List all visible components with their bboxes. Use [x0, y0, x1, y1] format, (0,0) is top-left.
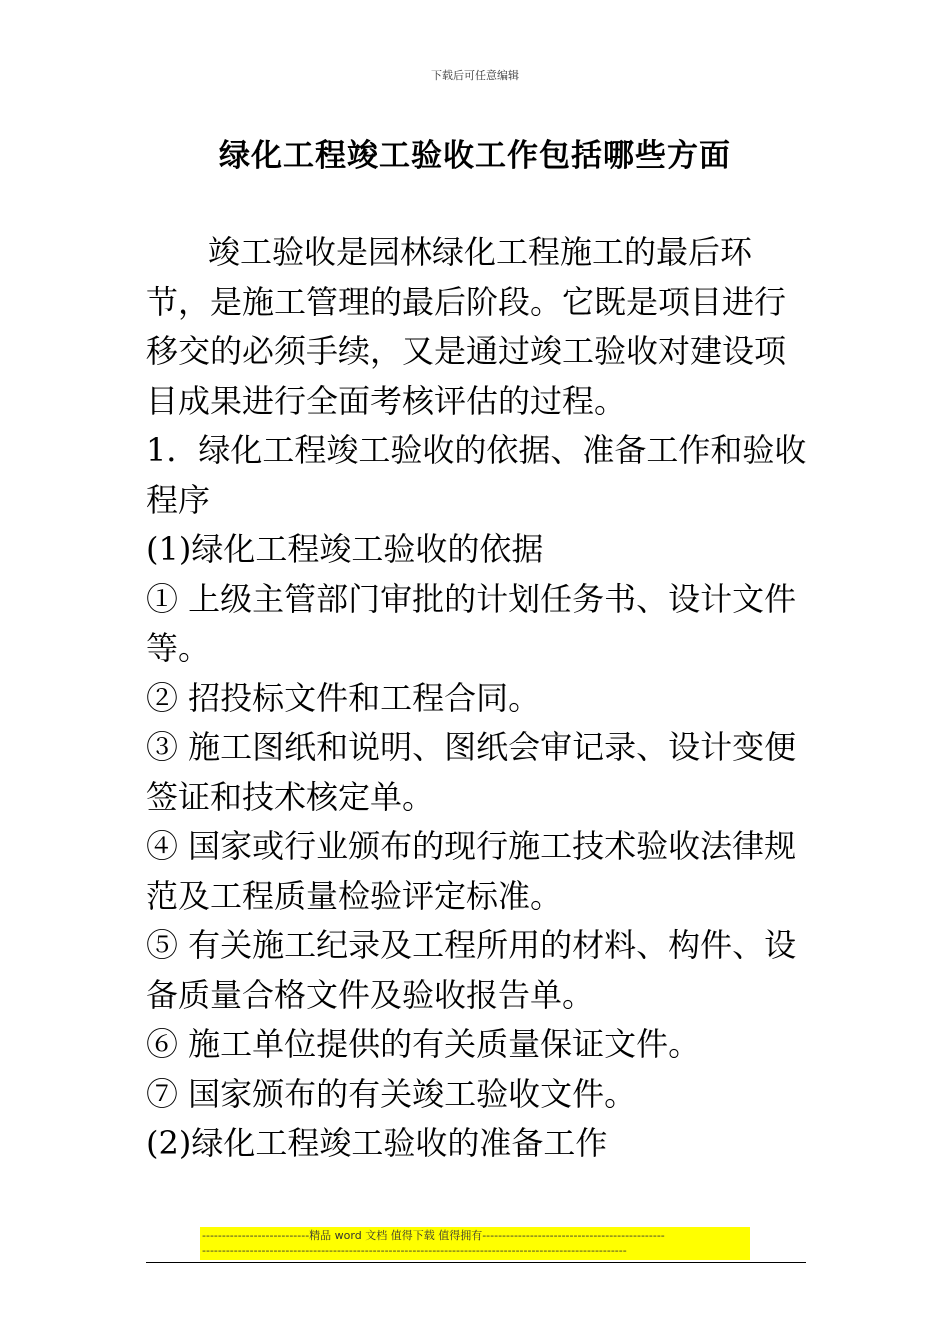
- document-body: [146, 228, 814, 1169]
- footer-banner-text: ---------------------------精品 word 文档 值得下载 值得拥有----------------------------------------------: [202, 1229, 665, 1242]
- list-item-4: ④ 国家或行业颁布的现行施工技术验收法律规范及工程质量检验评定标准。: [146, 827, 797, 915]
- list-item-6: ⑥ 施工单位提供的有关质量保证文件。: [146, 1025, 701, 1063]
- list-item-7: ⑦ 国家颁布的有关竣工验收文件。: [146, 1074, 637, 1113]
- footer-banner: [200, 1227, 750, 1260]
- subsection-heading-2: (2)绿化工程竣工验收的准备工作: [146, 1124, 608, 1162]
- list-item-2: ② 招投标文件和工程合同。: [146, 678, 541, 717]
- subsection-heading-1: (1)绿化工程竣工验收的依据: [146, 530, 544, 568]
- document-title: 绿化工程竣工验收工作包括哪些方面: [219, 138, 731, 174]
- list-item-3: ③ 施工图纸和说明、图纸会审记录、设计变便签证和技术核定单。: [146, 728, 797, 816]
- footer-divider: [146, 1262, 806, 1263]
- header-note: 下载后可任意编辑: [431, 69, 519, 82]
- footer-banner-dashes: -----------------------------------------------------------------------------------------------------------: [202, 1244, 627, 1257]
- list-item-5: ⑤ 有关施工纪录及工程所用的材料、构件、设备质量合格文件及验收报告单。: [146, 926, 797, 1014]
- section-heading-1: 1．绿化工程竣工验收的依据、准备工作和验收程序: [146, 431, 807, 519]
- intro-paragraph: 竣工验收是园林绿化工程施工的最后环节，是施工管理的最后阶段。它既是项目进行移交的必须手续，又是通过竣工验收对建设项目成果进行全面考核评估的过程。: [146, 233, 787, 420]
- list-item-1: ① 上级主管部门审批的计划任务书、设计文件等。: [146, 579, 797, 667]
